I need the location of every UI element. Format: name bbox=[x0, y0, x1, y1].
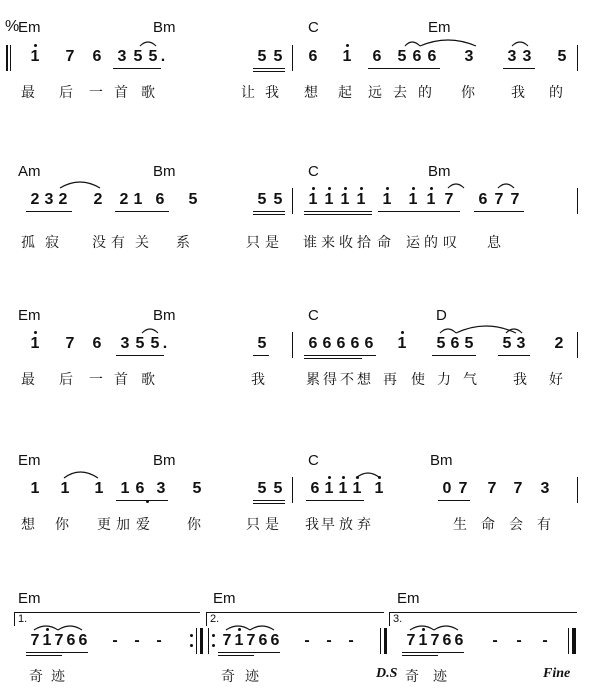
note: 6 bbox=[310, 480, 320, 497]
note: 2 bbox=[119, 191, 129, 208]
lyric-char: 你 bbox=[461, 85, 475, 101]
note: 1 bbox=[374, 480, 384, 497]
note: 6 bbox=[454, 632, 464, 649]
lyric-char: 的 bbox=[424, 235, 438, 251]
lyric-char: 最 bbox=[21, 85, 35, 101]
note: 6 bbox=[372, 48, 382, 65]
lyric-char: 更 bbox=[97, 517, 111, 533]
note: 1 bbox=[397, 335, 407, 352]
note: 1 bbox=[356, 191, 366, 208]
lyric-char: 奇 bbox=[29, 669, 43, 685]
note: 6 bbox=[135, 480, 145, 497]
note: 3 bbox=[117, 48, 127, 65]
note: 3 bbox=[540, 480, 550, 497]
note: 6 bbox=[427, 48, 437, 65]
slur bbox=[58, 626, 82, 630]
lyric-char: 只 bbox=[246, 235, 260, 251]
note: 1 bbox=[94, 480, 104, 497]
note: 5 bbox=[257, 191, 267, 208]
slur bbox=[410, 626, 434, 630]
note-dash: - bbox=[156, 632, 162, 649]
note: 5 bbox=[257, 480, 267, 497]
lyric-char: 我 bbox=[513, 372, 527, 388]
slur bbox=[434, 626, 458, 630]
note: 5 bbox=[273, 48, 283, 65]
lyric-char: 是 bbox=[265, 235, 279, 251]
lyric-char: 去 bbox=[393, 85, 407, 101]
note: 1 bbox=[30, 335, 40, 352]
lyric-char: 首 bbox=[114, 372, 128, 388]
lyric-char: 来 bbox=[321, 235, 335, 251]
note: 6 bbox=[442, 632, 452, 649]
slur bbox=[356, 473, 380, 478]
augmentation-dot: . bbox=[160, 48, 166, 65]
chord-symbol: Em bbox=[18, 452, 41, 469]
lyric-char: 没 bbox=[92, 235, 106, 251]
note: 1 bbox=[324, 480, 334, 497]
note: 1 bbox=[418, 632, 428, 649]
lyric-char: 系 bbox=[176, 235, 190, 251]
note: 6 bbox=[92, 48, 102, 65]
slur bbox=[448, 184, 464, 188]
lyric-char: 后 bbox=[59, 372, 73, 388]
note: 5 bbox=[133, 48, 143, 65]
note: 1 bbox=[340, 191, 350, 208]
note: 5 bbox=[464, 335, 474, 352]
lyric-char: 孤 bbox=[21, 235, 35, 251]
lyric-char: 累 bbox=[306, 372, 320, 388]
slur bbox=[60, 182, 100, 188]
lyric-char: 迹 bbox=[433, 669, 447, 685]
note: 7 bbox=[65, 335, 75, 352]
lyric-char: 远 bbox=[368, 85, 382, 101]
slur bbox=[405, 42, 420, 46]
note: 2 bbox=[93, 191, 103, 208]
slur bbox=[498, 184, 514, 188]
note-dash: - bbox=[348, 632, 354, 649]
lyric-char: 起 bbox=[338, 85, 352, 101]
lyric-char: 你 bbox=[55, 517, 69, 533]
slur bbox=[64, 472, 98, 478]
note: 6 bbox=[308, 48, 318, 65]
lyric-char: 首 bbox=[114, 85, 128, 101]
note-dash: - bbox=[326, 632, 332, 649]
lyric-char: 迹 bbox=[51, 669, 65, 685]
lyric-char: 想 bbox=[21, 517, 35, 533]
note: 6 bbox=[270, 632, 280, 649]
segno-sign: % bbox=[5, 18, 20, 35]
note: 5 bbox=[557, 48, 567, 65]
slur bbox=[440, 329, 456, 333]
volta-label: 3. bbox=[393, 613, 403, 625]
note: 3 bbox=[516, 335, 526, 352]
note: 3 bbox=[44, 191, 54, 208]
note: 6 bbox=[258, 632, 268, 649]
note: 7 bbox=[444, 191, 454, 208]
chord-symbol: Em bbox=[18, 307, 41, 324]
lyric-char: 不 bbox=[340, 372, 354, 388]
lyric-char: 运 bbox=[406, 235, 420, 251]
note: 1 bbox=[60, 480, 70, 497]
lyric-char: 好 bbox=[549, 372, 563, 388]
note: 7 bbox=[430, 632, 440, 649]
lyric-char: 让 bbox=[241, 85, 255, 101]
lyric-char: 再 bbox=[383, 372, 397, 388]
chord-symbol: Am bbox=[18, 163, 41, 180]
note: 7 bbox=[513, 480, 523, 497]
note: 7 bbox=[510, 191, 520, 208]
note: 1 bbox=[30, 48, 40, 65]
chord-symbol: Em bbox=[18, 590, 41, 607]
note: 2 bbox=[30, 191, 40, 208]
lyric-char: 我 bbox=[265, 85, 279, 101]
lyric-char: 想 bbox=[304, 85, 318, 101]
lyric-char: 生 bbox=[453, 517, 467, 533]
note: 7 bbox=[65, 48, 75, 65]
lyric-char: 有 bbox=[111, 235, 125, 251]
lyric-char: 迹 bbox=[245, 669, 259, 685]
chord-symbol: C bbox=[308, 163, 319, 180]
lyric-char: 谁 bbox=[303, 235, 317, 251]
lyric-char: 爱 bbox=[136, 517, 150, 533]
note: 6 bbox=[478, 191, 488, 208]
note: 1 bbox=[352, 480, 362, 497]
lyric-char: 收 bbox=[339, 235, 353, 251]
lyric-char: 后 bbox=[59, 85, 73, 101]
note: 2 bbox=[554, 335, 564, 352]
lyric-char: 有 bbox=[537, 517, 551, 533]
note: 1 bbox=[30, 480, 40, 497]
note-dash: - bbox=[516, 632, 522, 649]
lyric-char: 一 bbox=[89, 372, 103, 388]
note: 6 bbox=[350, 335, 360, 352]
note: 7 bbox=[406, 632, 416, 649]
note: 1 bbox=[408, 191, 418, 208]
note-dash: - bbox=[304, 632, 310, 649]
lyric-char: 是 bbox=[265, 517, 279, 533]
note: 1 bbox=[133, 191, 143, 208]
note: 0 bbox=[442, 480, 452, 497]
chord-symbol: C bbox=[308, 19, 319, 36]
chord-symbol: Em bbox=[18, 19, 41, 36]
note: 7 bbox=[246, 632, 256, 649]
chord-symbol: Em bbox=[397, 590, 420, 607]
chord-symbol: Em bbox=[428, 19, 451, 36]
slur bbox=[226, 626, 250, 630]
slur bbox=[512, 42, 528, 46]
note: 7 bbox=[54, 632, 64, 649]
lyric-char: 寂 bbox=[45, 235, 59, 251]
note: 7 bbox=[487, 480, 497, 497]
note: 7 bbox=[458, 480, 468, 497]
lyric-char: 我 bbox=[251, 372, 265, 388]
note: 5 bbox=[436, 335, 446, 352]
chord-symbol: Bm bbox=[153, 19, 176, 36]
note: 3 bbox=[156, 480, 166, 497]
lyric-char: 想 bbox=[357, 372, 371, 388]
slur bbox=[34, 626, 58, 630]
lyric-char: 的 bbox=[549, 85, 563, 101]
note: 6 bbox=[92, 335, 102, 352]
note: 7 bbox=[222, 632, 232, 649]
fine-marking: Fine bbox=[543, 666, 571, 681]
note: 5 bbox=[192, 480, 202, 497]
note: 6 bbox=[66, 632, 76, 649]
note: 1 bbox=[42, 632, 52, 649]
note: 7 bbox=[494, 191, 504, 208]
note: 2 bbox=[58, 191, 68, 208]
note: 5 bbox=[397, 48, 407, 65]
slur bbox=[250, 626, 274, 630]
lyric-char: 的 bbox=[418, 85, 432, 101]
lyric-char: 弃 bbox=[357, 517, 371, 533]
note: 7 bbox=[30, 632, 40, 649]
note-dash: - bbox=[134, 632, 140, 649]
lyric-char: 拾 bbox=[357, 235, 371, 251]
note: 1 bbox=[382, 191, 392, 208]
lyric-char: 我 bbox=[511, 85, 525, 101]
lyric-char: 加 bbox=[116, 517, 130, 533]
note: 5 bbox=[273, 191, 283, 208]
note: 5 bbox=[135, 335, 145, 352]
note: 5 bbox=[148, 48, 158, 65]
lyric-char: 命 bbox=[481, 517, 495, 533]
note-dash: - bbox=[492, 632, 498, 649]
lyric-char: 你 bbox=[187, 517, 201, 533]
lyric-char: 命 bbox=[377, 235, 391, 251]
note: 5 bbox=[150, 335, 160, 352]
note: 3 bbox=[507, 48, 517, 65]
lyric-char: 叹 bbox=[443, 235, 457, 251]
note: 5 bbox=[502, 335, 512, 352]
note: 6 bbox=[336, 335, 346, 352]
chord-symbol: C bbox=[308, 307, 319, 324]
note: 1 bbox=[426, 191, 436, 208]
note: 6 bbox=[450, 335, 460, 352]
lyric-char: 关 bbox=[135, 235, 149, 251]
augmentation-dot: . bbox=[162, 335, 168, 352]
chord-symbol: Bm bbox=[428, 163, 451, 180]
lyric-char: 一 bbox=[89, 85, 103, 101]
lyric-char: 奇 bbox=[405, 669, 419, 685]
note: 1 bbox=[338, 480, 348, 497]
chord-symbol: C bbox=[308, 452, 319, 469]
note: 1 bbox=[324, 191, 334, 208]
note: 6 bbox=[322, 335, 332, 352]
chord-symbol: D bbox=[436, 307, 447, 324]
lyric-char: 早 bbox=[321, 517, 335, 533]
note: 6 bbox=[308, 335, 318, 352]
note: 5 bbox=[257, 48, 267, 65]
volta-label: 2. bbox=[210, 613, 220, 625]
slur bbox=[140, 42, 156, 46]
lyric-char: 放 bbox=[339, 517, 353, 533]
note: 1 bbox=[342, 48, 352, 65]
note: 1 bbox=[120, 480, 130, 497]
note: 1 bbox=[234, 632, 244, 649]
chord-symbol: Bm bbox=[430, 452, 453, 469]
lyric-char: 我 bbox=[305, 517, 319, 533]
note: 1 bbox=[308, 191, 318, 208]
slur bbox=[142, 329, 158, 333]
note: 5 bbox=[257, 335, 267, 352]
note: 6 bbox=[78, 632, 88, 649]
note: 3 bbox=[464, 48, 474, 65]
chord-symbol: Em bbox=[213, 590, 236, 607]
lyric-char: 力 bbox=[437, 372, 451, 388]
lyric-char: 奇 bbox=[221, 669, 235, 685]
note: 5 bbox=[273, 480, 283, 497]
lyric-char: 只 bbox=[246, 517, 260, 533]
lyric-char: 气 bbox=[463, 372, 477, 388]
note: 6 bbox=[412, 48, 422, 65]
lyric-char: 最 bbox=[21, 372, 35, 388]
note: 6 bbox=[155, 191, 165, 208]
slur bbox=[420, 40, 476, 46]
lyric-char: 歌 bbox=[141, 372, 155, 388]
lyric-char: 息 bbox=[487, 235, 501, 251]
note: 3 bbox=[522, 48, 532, 65]
ds-marking: D.S bbox=[376, 666, 398, 681]
note: 3 bbox=[120, 335, 130, 352]
lyric-char: 会 bbox=[509, 517, 523, 533]
note: 6 bbox=[364, 335, 374, 352]
chord-symbol: Bm bbox=[153, 163, 176, 180]
note: 5 bbox=[188, 191, 198, 208]
volta-label: 1. bbox=[18, 613, 28, 625]
chord-symbol: Bm bbox=[153, 307, 176, 324]
lyric-char: 歌 bbox=[141, 85, 155, 101]
note-dash: - bbox=[542, 632, 548, 649]
note-dash: - bbox=[112, 632, 118, 649]
lyric-char: 得 bbox=[323, 372, 337, 388]
chord-symbol: Bm bbox=[153, 452, 176, 469]
lyric-char: 使 bbox=[411, 372, 425, 388]
